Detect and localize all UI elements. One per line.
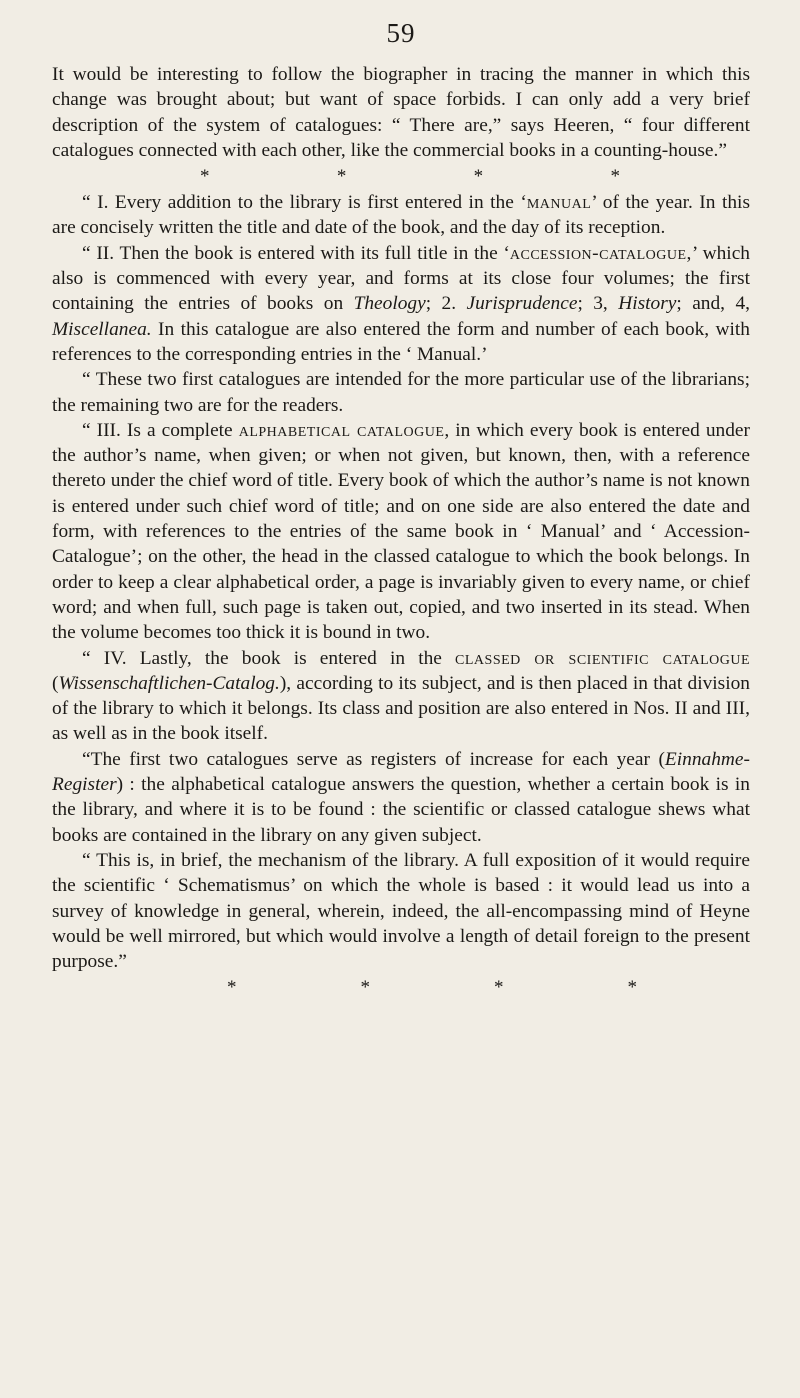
asterisk: * — [360, 977, 370, 999]
asterisk: * — [473, 166, 484, 188]
asterisk: * — [627, 977, 637, 999]
asterisk: * — [610, 166, 620, 188]
asterisk: * — [200, 166, 210, 188]
paragraph: “The first two catalogues serve as registers of increase for each year (Einnahme-Register) : the alphabetical catalogue answers the question, whether a certain book is in the library, and where it is to be found : the scientific or classed catalogue shews what books are contained in the library on any given subject. — [52, 748, 750, 846]
paragraph: “ I. Every addition to the library is first entered in the ‘manual’ of the year. In this are concisely written the title and date of the book, and the day of its reception. — [52, 192, 750, 239]
body-text — [52, 62, 750, 999]
section-break — [200, 165, 620, 188]
paragraph: “ II. Then the book is entered with its full title in the ‘accession-catalogue,’ which also is commenced with every year, and forms at its close four volumes; the first containing the entries of books on Theology; 2. Jurisprudence; 3, History; and, 4, Miscellanea. In this catalogue are also entered the form and number of each book, with references to the corresponding entries in the ‘ Manual.’ — [52, 242, 750, 365]
paragraph: “ IV. Lastly, the book is entered in the classed or scientific catalogue (Wissenschaftlichen-Catalog.), according to its subject, and is then placed in that division of the library to which it belongs. Its class and position are also entered in Nos. II and III, as well as in the book itself. — [52, 647, 750, 745]
paragraph: “ This is, in brief, the mechanism of the library. A full exposition of it would require the scientific ‘ Schematismus’ on which the whole is based : it would lead us into a survey of knowledge in general, wherein, indeed, the all-encompassing mind of Heyne would be well mirrored, but which would involve a length of detail foreign to the present purpose.” — [52, 849, 750, 973]
paragraph: “ These two first catalogues are intended for the more particular use of the librarians; the remaining two are for the readers. — [52, 369, 750, 416]
asterisk: * — [227, 977, 237, 999]
paragraph: “ III. Is a complete alphabetical catalogue, in which every book is entered under the author’s name, when given; or when not given, but known, then, with a reference thereto under the chief word of title. Every book of which the author’s name is not known is entered under such chief word of title; and on one side are also entered the date and form, with references to the entries of the same book in ‘ Manual’ and ‘ Accession-Catalogue’; on the other, the head in the classed catalogue to which the book belongs. In order to keep a clear alphabetical order, a page is invariably given to every name, or chief word; and when full, such page is taken out, copied, and two inserted in its stead. When the volume becomes too thick it is bound in two. — [52, 419, 750, 644]
asterisk: * — [336, 166, 347, 188]
section-break — [227, 976, 637, 999]
asterisk: * — [494, 977, 504, 999]
page-number: 59 — [386, 18, 416, 48]
paragraph: It would be interesting to follow the biographer in tracing the manner in which this change was brought about; but want of space forbids. I can only add a very brief description of the system of catalogues: “ There are,” says Heeren, “ four different catalogues connected with each other, like the commercial books in a counting-house.” — [52, 64, 750, 161]
